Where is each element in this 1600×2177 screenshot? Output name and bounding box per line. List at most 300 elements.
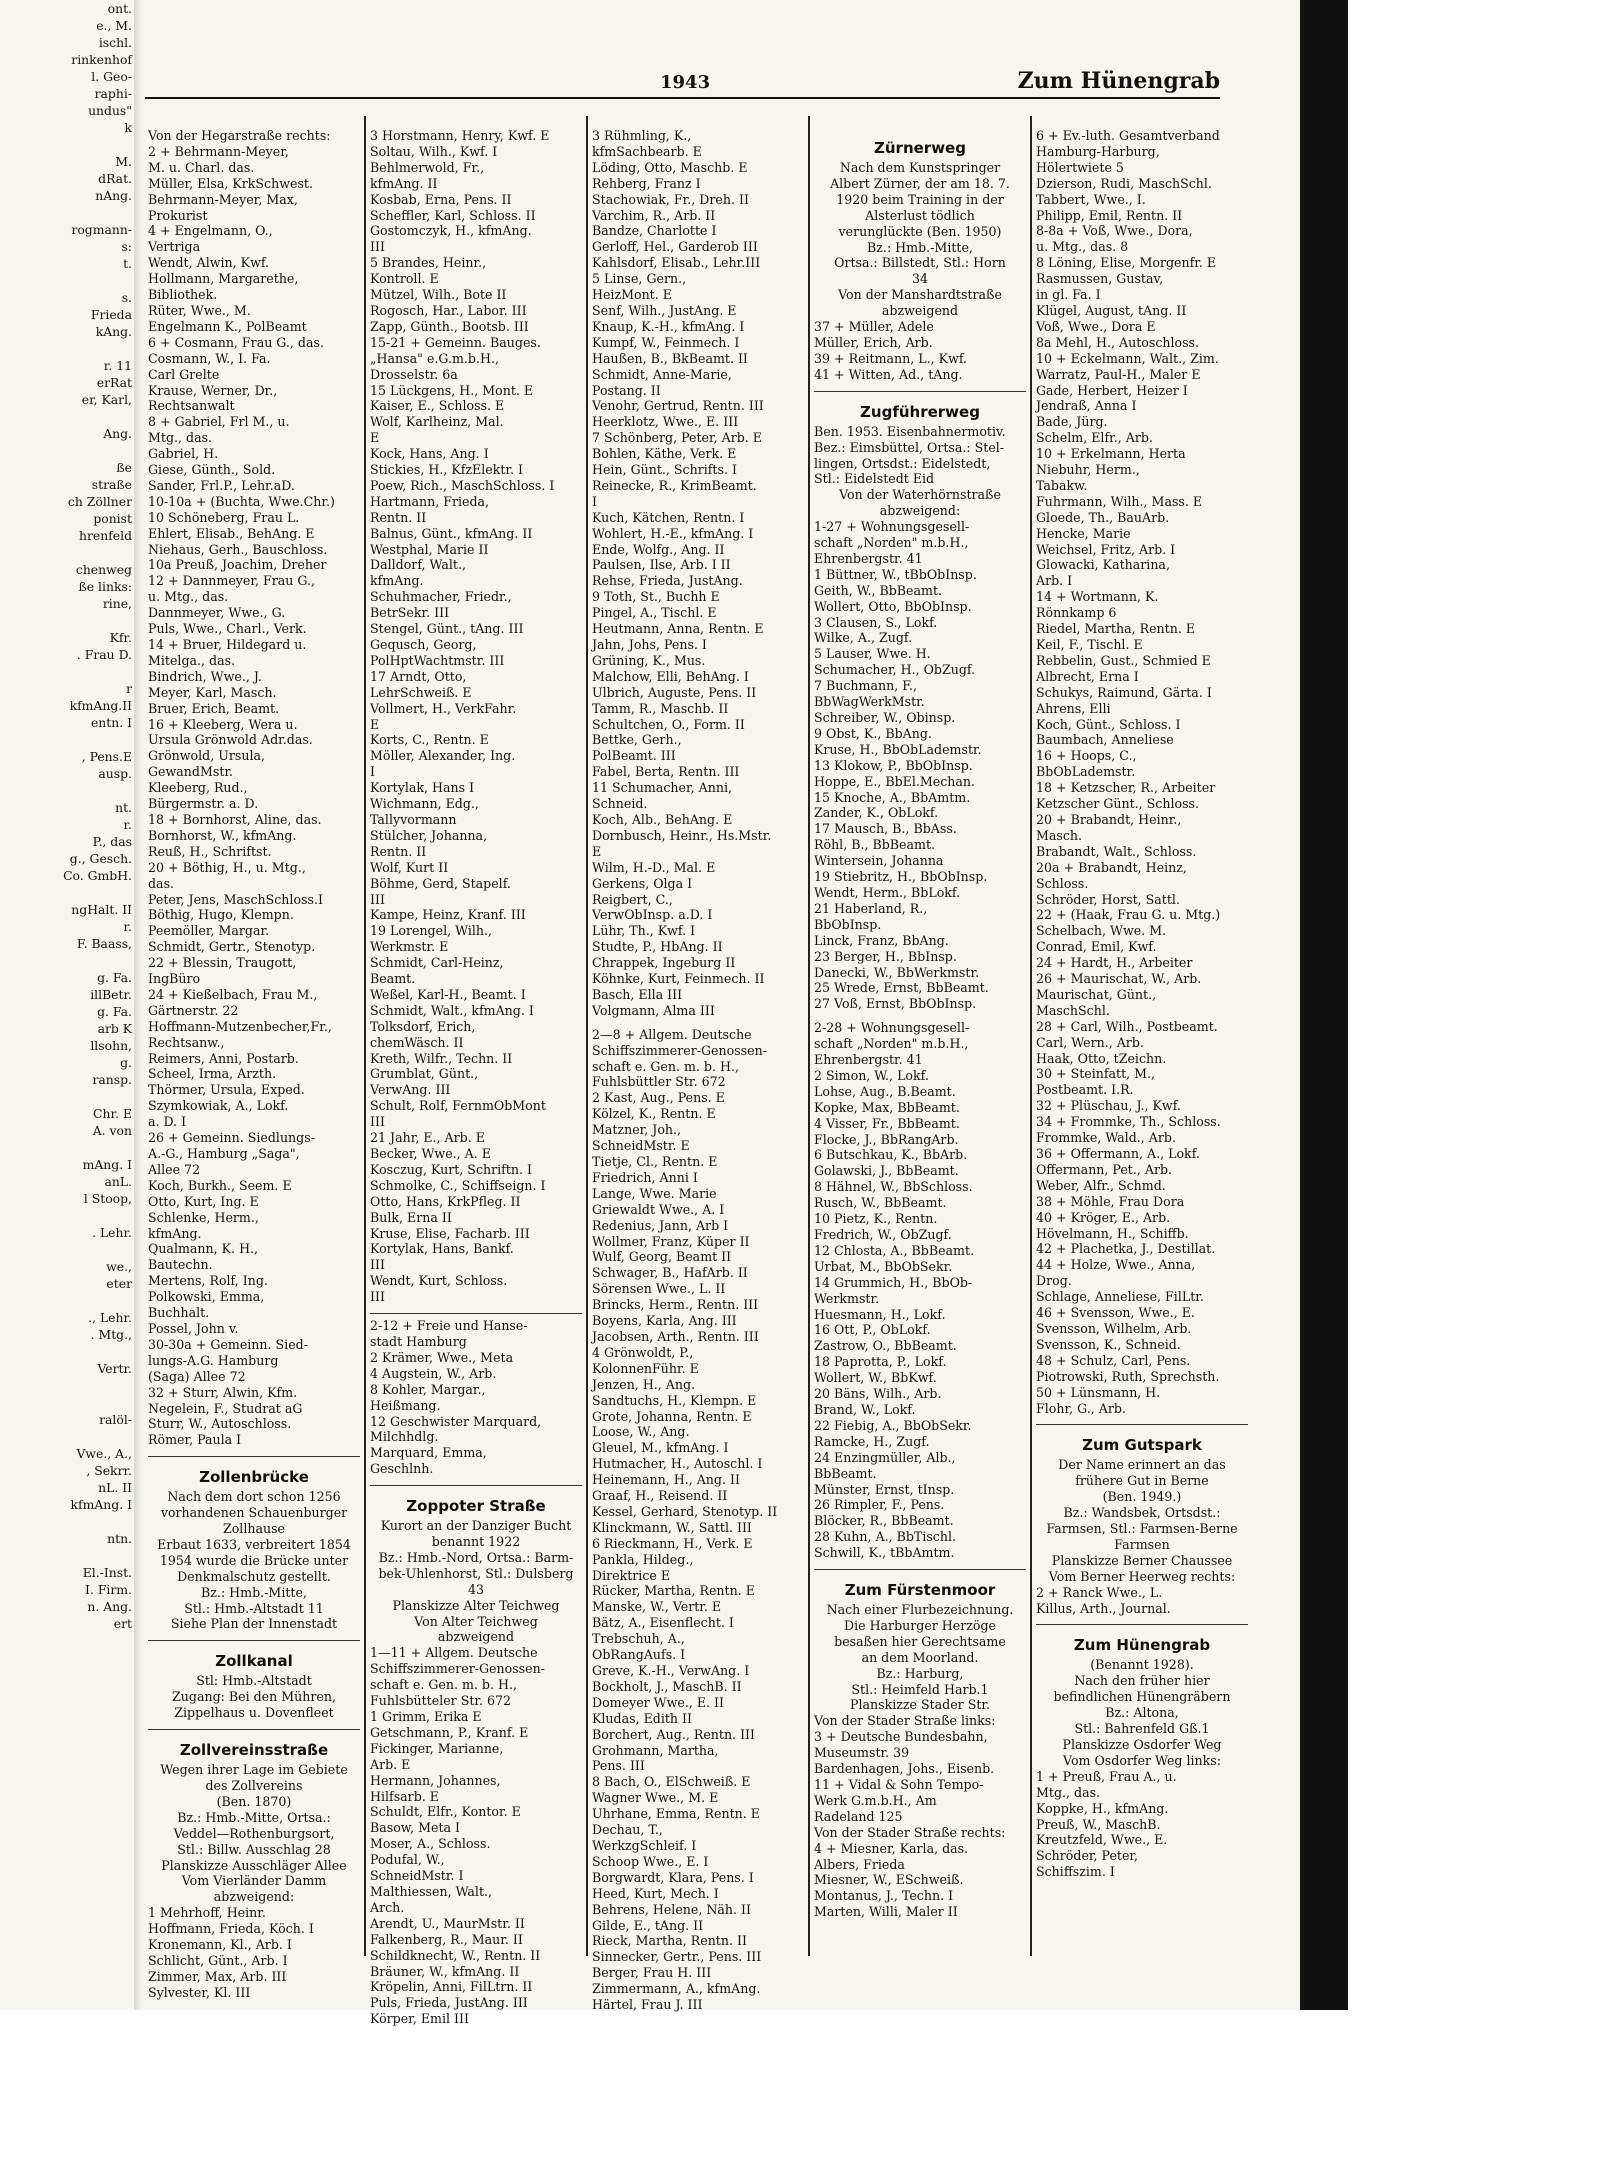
street-note: Nach einer Flurbezeichnung.	[826, 1602, 1014, 1618]
directory-entry: Lohse, Aug., B.Beamt.	[814, 1083, 956, 1099]
directory-entry: Schult, Rolf, FernmObMont	[370, 1098, 546, 1114]
directory-entry: Dalldorf, Walt.,	[370, 557, 466, 573]
section-rule	[370, 1305, 582, 1314]
left-edge-fragment: entn. I	[90, 715, 132, 730]
directory-entry: LehrSchweiß. E	[370, 684, 472, 700]
directory-entry: Drosselstr. 6a	[370, 366, 458, 382]
page-gutter	[134, 0, 142, 2010]
left-edge-fragment: g.	[120, 1055, 132, 1070]
directory-entry: 11 + Vidal & Sohn Tempo-	[814, 1777, 984, 1792]
directory-entry: Schlage, Anneliese, FilLtr.	[1036, 1289, 1204, 1305]
directory-entry: Zander, K., ObLokf.	[814, 805, 939, 821]
directory-entry: 2 + Behrmann-Meyer,	[148, 143, 289, 159]
street-note: Stl.: Billw. Ausschlag 28	[177, 1841, 331, 1857]
directory-entry: Korts, C., Rentn. E	[370, 732, 489, 748]
directory-entry: 16 + Kleeberg, Wera u.	[148, 716, 298, 732]
directory-entry: VerwAng. III	[370, 1082, 451, 1098]
directory-entry: Haußen, B., BkBeamt. II	[592, 350, 748, 366]
left-edge-fragment: M.	[115, 154, 132, 169]
street-note: benannt 1922	[431, 1534, 521, 1550]
directory-entry: chemWäsch. II	[370, 1034, 464, 1050]
left-edge-fragment: El.-Inst.	[82, 1565, 132, 1580]
directory-entry: Flocke, J., BbRangArb.	[814, 1131, 959, 1147]
directory-entry: 4 Augstein, W., Arb.	[370, 1365, 497, 1381]
directory-entry: WerkzgSchleif. I	[592, 1837, 697, 1853]
directory-entry: Zastrow, O., BbBeamt.	[814, 1338, 957, 1354]
directory-entry: 8 + Gabriel, Frl M., u.	[148, 414, 290, 430]
directory-entry: Tabakw.	[1036, 477, 1088, 493]
directory-entry: u. Mtg., das. 8	[1036, 239, 1129, 255]
directory-entry: Schmidt, Carl-Heinz,	[370, 955, 504, 971]
left-edge-fragment: r	[126, 681, 132, 696]
left-edge-fragment	[0, 1377, 132, 1394]
directory-entry: 6 Butschkau, K., BbArb.	[814, 1147, 968, 1163]
street-note: (Ben. 1949.)	[1102, 1489, 1182, 1505]
directory-entry: Grönwold, Ursula,	[148, 748, 265, 764]
directory-entry: Klinckmann, W., Sattl. III	[592, 1519, 752, 1535]
left-edge-fragment: t.	[123, 256, 132, 271]
directory-entry: Schuldt, Elfr., Kontor. E	[370, 1804, 521, 1820]
left-edge-fragment: hrenfeld	[78, 528, 132, 543]
directory-entry: Fuhlsbüttler Str. 672	[592, 1074, 726, 1090]
directory-entry: 24 Enzingmüller, Alb.,	[814, 1449, 956, 1465]
directory-entry: Heerklotz, Wwe., E. III	[592, 414, 739, 430]
directory-entry: M. u. Charl. das.	[148, 159, 255, 175]
directory-entry: Hein, Günt., Schrifts. I	[592, 462, 737, 478]
left-edge-fragment: straße	[91, 477, 132, 492]
directory-entry: Ulbrich, Auguste, Pens. II	[592, 684, 757, 700]
street-note: frühere Gut in Berne	[1075, 1473, 1209, 1489]
left-edge-fragment: ralöl-	[99, 1412, 132, 1427]
left-edge-fragment: n. Ang.	[87, 1599, 132, 1614]
directory-entry: 10 + Eckelmann, Walt., Zim.	[1036, 350, 1219, 366]
directory-entry: 2-12 + Freie und Hanse-	[370, 1318, 528, 1334]
directory-entry: Löding, Otto, Maschb. E	[592, 159, 748, 175]
left-edge-fragment	[0, 1088, 132, 1105]
section-rule	[148, 1632, 360, 1641]
directory-entry: Ehrenbergstr. 41	[814, 550, 923, 566]
page-number: 1943	[660, 72, 711, 93]
directory-entry: Balnus, Günt., kfmAng. II	[370, 525, 533, 541]
directory-entry: 27 Voß, Ernst, BbObInsp.	[814, 996, 977, 1012]
directory-entry: Schoop Wwe., E. I	[592, 1853, 709, 1869]
directory-entry: Schiffszimmerer-Genossen-	[592, 1042, 767, 1058]
directory-entry: Jacobsen, Arth., Rentn. III	[592, 1328, 759, 1344]
directory-entry: Radeland 125	[814, 1808, 903, 1824]
directory-entry: Wagner Wwe., M. E	[592, 1790, 719, 1806]
directory-entry: Zimmer, Max, Arb. III	[148, 1968, 287, 1984]
directory-entry: Rieck, Martha, Rentn. II	[592, 1933, 747, 1949]
left-edge-fragment: ch Zöllner	[67, 494, 132, 509]
directory-entry: Koch, Burkh., Seem. E	[148, 1177, 292, 1193]
directory-entry: Riedel, Martha, Rentn. E	[1036, 621, 1196, 637]
directory-entry: Hartmann, Frieda,	[370, 493, 490, 509]
section-rule	[1036, 1416, 1248, 1425]
street-note: Nach den früher hier	[1074, 1673, 1210, 1689]
directory-entry: Hamburg-Harburg,	[1036, 143, 1160, 159]
directory-entry: Senf, Wilh., JustAng. E	[592, 302, 737, 318]
directory-entry: Urbat, M., BbObSekr.	[814, 1258, 953, 1274]
directory-entry: Bindrich, Wwe., J.	[148, 668, 262, 684]
left-edge-fragment: nAng.	[95, 188, 132, 203]
directory-entry: 17 Mausch, B., BbAss.	[814, 821, 957, 837]
left-edge-fragment: , Sekrr.	[86, 1463, 132, 1478]
directory-entry: 10 + Erkelmann, Herta	[1036, 446, 1186, 462]
directory-entry: Mützel, Wilh., Bote II	[370, 287, 507, 303]
directory-entry: Schelm, Elfr., Arb.	[1036, 430, 1153, 446]
directory-entry: Bornhorst, W., kfmAng.	[148, 827, 297, 843]
street-heading: Zum Gutspark	[1082, 1436, 1202, 1455]
directory-entry: Wendt, Herm., BbLokf.	[814, 884, 961, 900]
directory-entry: Von der Stader Straße links:	[814, 1713, 996, 1729]
left-edge-fragment: g. Fa.	[97, 970, 132, 985]
left-edge-fragment: rogmann-	[71, 222, 132, 237]
directory-entry: Prokurist	[148, 207, 208, 223]
directory-entry: E	[592, 843, 602, 859]
directory-entry: 1 Grimm, Erika E	[370, 1709, 482, 1724]
directory-entry: Wohlert, H.-E., kfmAng. I	[592, 525, 754, 541]
left-edge-fragment: ransp.	[92, 1072, 132, 1087]
directory-entry: Wendt, Kurt, Schloss.	[370, 1273, 508, 1289]
directory-entry: Müller, Erich, Arb.	[814, 334, 933, 350]
left-edge-fragment: . Mtg.,	[90, 1327, 132, 1342]
directory-entry: Kortylak, Hans I	[370, 780, 475, 796]
directory-entry: Ramcke, H., Zugf.	[814, 1433, 930, 1449]
directory-entry: schaft „Norden" m.b.H.,	[814, 1036, 969, 1052]
directory-column-1	[148, 128, 360, 2000]
left-edge-fragment: ponist	[93, 511, 132, 526]
directory-entry: Paulsen, Ilse, Arb. I II	[592, 557, 731, 573]
directory-entry: 28 Kuhn, A., BbTischl.	[814, 1529, 957, 1545]
street-note: Albert Zürner, der am 18. 7.	[830, 175, 1010, 191]
directory-entry: 4 + Miesner, Karla, das.	[814, 1840, 969, 1856]
directory-entry: 11 Schumacher, Anni,	[592, 780, 732, 796]
street-note: Bz.: Wandsbek, Ortsdst.:	[1063, 1505, 1221, 1521]
left-edge-fragment: g., Gesch.	[69, 851, 132, 866]
directory-entry: Arendt, U., MaurMstr. II	[370, 1915, 525, 1931]
directory-entry: Gabriel, H.	[148, 446, 219, 462]
directory-entry: Böhme, Gerd, Stapelf.	[370, 875, 511, 891]
directory-entry: Schmidt, Gertr., Stenotyp.	[148, 939, 316, 955]
directory-entry: Hoffmann, Frieda, Köch. I	[148, 1921, 314, 1937]
directory-entry: Röhl, B., BbBeamt.	[814, 837, 936, 853]
street-note: verunglückte (Ben. 1950)	[838, 223, 1002, 239]
left-edge-fragment: I. Firm.	[85, 1582, 132, 1597]
directory-entry: Beamt.	[370, 971, 416, 987]
column-rule	[1030, 116, 1032, 1956]
directory-entry: Tietje, Cl., Rentn. E	[592, 1154, 718, 1169]
directory-entry: 46 + Svensson, Wwe., E.	[1036, 1305, 1195, 1321]
directory-entry: Brabandt, Walt., Schloss.	[1036, 843, 1197, 859]
directory-entry: Werk G.m.b.H., Am	[814, 1792, 937, 1808]
directory-entry: Drog.	[1036, 1273, 1072, 1289]
directory-entry: Albers, Frieda	[814, 1856, 905, 1872]
directory-entry: Heed, Kurt, Mech. I	[592, 1885, 719, 1901]
directory-entry: Niehaus, Gerh., Bauschloss.	[148, 541, 328, 557]
directory-entry: Malthiessen, Walt.,	[370, 1883, 493, 1899]
directory-entry: kfmAng.	[148, 1225, 202, 1241]
directory-entry: Sinnecker, Gertr., Pens. III	[592, 1949, 762, 1965]
directory-entry: Kröpelin, Anni, FilLtrn. II	[370, 1979, 533, 1995]
directory-entry: III	[370, 1257, 385, 1273]
directory-entry: Zimmermann, A., kfmAng.	[592, 1981, 761, 1997]
directory-entry: Wendt, Alwin, Kwf.	[148, 255, 270, 271]
directory-entry: Greve, K.-H., VerwAng. I	[592, 1663, 750, 1678]
street-note: Planskizze Ausschläger Allee	[161, 1857, 347, 1873]
street-note: Der Name erinnert an das	[1058, 1457, 1226, 1473]
directory-entry: Pingel, A., Tischl. E	[592, 605, 717, 621]
directory-entry: 44 + Holze, Wwe., Anna,	[1036, 1257, 1196, 1273]
street-note: (Ben. 1870)	[216, 1793, 292, 1809]
directory-entry: Masch.	[1036, 827, 1083, 843]
street-note: Stl.: Heimfeld Harb.1	[851, 1681, 989, 1697]
directory-entry: Müller, Elsa, KrkSchwest.	[148, 175, 313, 191]
directory-entry: Offermann, Pet., Arb.	[1036, 1161, 1173, 1177]
street-note: Stl.: Hmb.-Altstadt 11	[184, 1600, 324, 1616]
directory-entry: 8-8a + Voß, Wwe., Dora,	[1036, 223, 1193, 239]
street-note: Bz.: Hmb.-Mitte,	[201, 1584, 307, 1600]
directory-entry: Gleuel, M., kfmAng. I	[592, 1440, 729, 1456]
directory-entry: 42 + Plachetka, J., Destillat.	[1036, 1241, 1216, 1257]
street-note: Alsterlust tödlich	[865, 207, 975, 223]
directory-entry: Sörensen Wwe., L. II	[592, 1281, 726, 1297]
directory-entry: Blöcker, R., BbBeamt.	[814, 1513, 954, 1529]
directory-entry: Hövelmann, H., Schiffb.	[1036, 1225, 1189, 1241]
street-note: (Benannt 1928).	[1090, 1657, 1194, 1673]
directory-entry: Vertriga	[148, 239, 201, 255]
left-edge-fragment: ausp.	[98, 766, 132, 781]
directory-entry: Basow, Meta I	[370, 1820, 460, 1836]
directory-entry: Schwill, K., tBbAmtm.	[814, 1545, 955, 1561]
directory-entry: Grote, Johanna, Rentn. E	[592, 1408, 752, 1424]
directory-entry: Hölertwiete 5	[1036, 159, 1124, 175]
directory-entry: Kessel, Gerhard, Stenotyp. II	[592, 1503, 778, 1519]
directory-entry: Schröder, Horst, Sattl.	[1036, 891, 1180, 907]
left-edge-fragment: l Stoop,	[83, 1191, 132, 1206]
left-edge-fragment	[0, 408, 132, 425]
directory-entry: Schneid.	[592, 796, 648, 812]
directory-entry: III	[370, 1289, 385, 1305]
directory-entry: Fabel, Berta, Rentn. III	[592, 764, 740, 780]
street-note: besaßen hier Gerechtsame	[834, 1633, 1006, 1649]
directory-entry: Schildknecht, W., Rentn. II	[370, 1947, 541, 1963]
directory-entry: 19 Stiebritz, H., BbObInsp.	[814, 869, 988, 885]
directory-entry: Koscz​ug, Kurt, Schriftn. I	[370, 1161, 532, 1177]
street-note: Siehe Plan der Innenstadt	[170, 1616, 338, 1632]
directory-entry: Schmidt, Anne-Marie,	[592, 366, 732, 382]
directory-entry: Tamm, R., Maschb. II	[592, 700, 729, 716]
directory-entry: 1 + Preuß, Frau A., u.	[1036, 1768, 1177, 1784]
left-edge-fragment: . Frau D.	[76, 647, 132, 662]
directory-entry: Becker, Wwe., A. E	[370, 1146, 491, 1161]
street-note: des Zollvereins	[205, 1778, 303, 1793]
directory-entry: Werkmstr.	[814, 1290, 880, 1306]
scan-dark-edge	[1300, 0, 1348, 2010]
directory-entry: Ahrens, Elli	[1036, 700, 1111, 716]
directory-entry: Borgwardt, Klara, Pens. I	[592, 1869, 754, 1885]
left-edge-fragment: ont.	[107, 1, 132, 16]
directory-entry: kfmAng. II	[370, 175, 438, 191]
street-note: Nach dem Kunstspringer	[839, 160, 1001, 175]
directory-entry: Keil, F., Tischl. E	[1036, 637, 1143, 652]
directory-entry: Schukys, Raimund, Gärta. I	[1036, 684, 1212, 700]
directory-entry: Härtel, Frau J. III	[592, 1997, 703, 2013]
directory-entry: Rehberg, Franz I	[592, 175, 701, 191]
directory-entry: Stülcher, Johanna,	[370, 827, 488, 843]
left-edge-fragment: Vertr.	[97, 1361, 132, 1376]
left-edge-fragment: ischl.	[98, 35, 132, 50]
directory-entry: 20 Bäns, Wilh., Arb.	[814, 1386, 942, 1402]
directory-entry: Kortylak, Hans, Bankf.	[370, 1241, 514, 1257]
directory-entry: 4 + Engelmann, O.,	[148, 223, 273, 239]
directory-entry: Peter, Jens, MaschSchloss.I	[148, 891, 323, 907]
directory-entry: Baumbach, Anneliese	[1036, 732, 1174, 748]
directory-entry: Hollmann, Margarethe,	[148, 271, 299, 287]
directory-entry: 8 Kohler, Margar.,	[370, 1381, 486, 1397]
directory-entry: Reinecke, R., KrimBeamt.	[592, 477, 757, 493]
directory-entry: Wichmann, Edg.,	[370, 796, 479, 812]
section-rule	[814, 383, 1026, 392]
directory-entry: 18 + Ketzscher, R., Arbeiter	[1036, 780, 1216, 796]
directory-entry: Jendraß, Anna I	[1036, 398, 1137, 414]
directory-entry: Puls, Frieda, JustAng. III	[370, 1995, 528, 2011]
directory-column-3	[592, 128, 804, 2013]
left-edge-fragment: l. Geo-	[91, 69, 132, 84]
directory-entry: 7 Buchmann, F.,	[814, 678, 918, 694]
left-edge-fragment: . Lehr.	[92, 1225, 132, 1240]
directory-entry: Weber, Alfr., Schmd.	[1036, 1177, 1166, 1193]
left-edge-fragment	[0, 612, 132, 629]
directory-entry: Bettke, Gerh.,	[592, 732, 682, 748]
directory-entry: Rehse, Frieda, JustAng.	[592, 573, 743, 589]
directory-entry: Wulf, Georg, Beamt II	[592, 1249, 732, 1265]
directory-entry: Giese, Günth., Sold.	[148, 462, 276, 478]
street-note: Denkmalschutz gestellt.	[177, 1568, 331, 1584]
section-rule	[814, 1561, 1026, 1570]
street-note: Bz.: Hmb.-Mitte,	[867, 239, 973, 255]
directory-entry: a. D. I	[148, 1114, 187, 1130]
street-heading: Zürnerweg	[874, 139, 966, 157]
directory-entry: Rogosch, Har., Labor. III	[370, 302, 527, 318]
directory-entry: Berger, Frau H. III	[592, 1965, 712, 1981]
left-edge-fragment: chenweg	[75, 562, 132, 577]
directory-entry: Rentn. II	[370, 843, 427, 859]
directory-entry: u. Mtg., das.	[148, 589, 229, 605]
directory-entry: Matzner, Joh.,	[592, 1122, 682, 1138]
directory-entry: Moser, A., Schloss.	[370, 1836, 491, 1852]
directory-entry: Westphal, Marie II	[370, 541, 489, 557]
directory-entry: 3 Rühmling, K.,	[592, 128, 692, 143]
street-note: Stl: Hmb.-Altstadt	[196, 1673, 312, 1689]
directory-entry: Kludas, Edith II	[592, 1710, 692, 1726]
directory-entry: Zapp, Günth., Bootsb. III	[370, 318, 529, 334]
directory-entry: Sandtuchs, H., Klempn. E	[592, 1392, 757, 1408]
directory-entry: Gequsch, Georg,	[370, 637, 477, 652]
directory-entry: Carl, Wern., Arb.	[1036, 1034, 1144, 1050]
left-edge-fragment	[0, 340, 132, 357]
left-edge-fragment: ngHalt. II	[71, 902, 132, 917]
directory-entry: 20 + Brabandt, Heinr.,	[1036, 811, 1182, 827]
directory-entry: Kuch, Kätchen, Rentn. I	[592, 509, 745, 525]
directory-entry: 6 + Ev.-luth. Gesamtverband	[1036, 128, 1220, 143]
directory-entry: Gostomczyk, H., kfmAng.	[370, 223, 532, 239]
directory-entry: 1 Büttner, W., tBbObInsp.	[814, 566, 977, 582]
directory-entry: Körper, Emil III	[370, 2011, 469, 2027]
directory-entry: I	[592, 493, 597, 509]
directory-entry: 6 + Cosmann, Frau G., das.	[148, 334, 324, 350]
directory-entry: 34 + Frommke, Th., Schloss.	[1036, 1114, 1221, 1130]
directory-entry: Klügel, August, tAng. II	[1036, 302, 1187, 318]
directory-entry: Mertens, Rolf, Ing.	[148, 1273, 268, 1289]
left-edge-fragment: ße links:	[78, 579, 132, 594]
directory-entry: Stl.: Eidelstedt Eid	[814, 471, 935, 487]
left-edge-fragment: Co. GmbH.	[63, 868, 132, 883]
directory-entry: Böthig, Hugo, Klempn.	[148, 907, 294, 923]
street-note: Zugang: Bei den Mühren,	[172, 1689, 336, 1705]
directory-entry: Wilm, H.-D., Mal. E	[592, 859, 716, 875]
directory-entry: SchneidMstr. I	[370, 1868, 464, 1884]
directory-entry: Wilke, A., Zugf.	[814, 630, 913, 646]
directory-entry: Domeyer Wwe., E. II	[592, 1694, 725, 1710]
directory-entry: Piotrowski, Ruth, Sprechsth.	[1036, 1368, 1220, 1384]
directory-entry: 1-27 + Wohnungsgesell-	[814, 519, 970, 535]
directory-entry: Gade, Herbert, Heizer I	[1036, 382, 1188, 398]
left-edge-fragment: kAng.	[95, 324, 132, 339]
directory-entry: schaft „Norden" m.b.H.,	[814, 535, 969, 551]
directory-entry: Schröder, Peter,	[1036, 1848, 1139, 1864]
street-note: Bz.: Altona,	[1105, 1705, 1179, 1721]
directory-entry: Danecki, W., BbWerkmstr.	[814, 964, 980, 980]
directory-entry: Ben. 1953. Eisenbahnermotiv.	[814, 423, 1006, 439]
directory-entry: Bez.: Eimsbüttel, Ortsa.: Stel-	[814, 439, 1005, 455]
directory-entry: 10 Pietz, K., Rentn.	[814, 1211, 938, 1227]
street-note: Wegen ihrer Lage im Gebiete	[160, 1762, 348, 1778]
street-note: Vom Vierländer Damm	[181, 1873, 327, 1889]
directory-entry: Scheffler, Karl, Schloss. II	[370, 207, 536, 223]
directory-entry: Sturr, W., Autoschloss.	[148, 1416, 292, 1432]
directory-entry: Fuhlsbütteler Str. 672	[370, 1693, 512, 1709]
directory-entry: Hilfsarb. E	[370, 1788, 439, 1804]
directory-entry: BbObLademstr.	[1036, 764, 1136, 780]
directory-entry: Bibliothek.	[148, 287, 218, 303]
running-head: Zum Hünengrab	[1017, 68, 1220, 94]
directory-entry: 9 Toth, St., Buchh E	[592, 589, 720, 605]
directory-entry: 2 Krämer, Wwe., Meta	[370, 1349, 514, 1365]
directory-entry: Kopke, Max, BbBeamt.	[814, 1099, 960, 1115]
directory-entry: Behrmann-Meyer, Max,	[148, 191, 298, 207]
directory-entry: 4 Grönwoldt, P.,	[592, 1344, 694, 1360]
directory-entry: Rönnkamp 6	[1036, 605, 1117, 621]
left-edge-fragment: r.	[123, 919, 132, 934]
directory-entry: Glowacki, Katharina,	[1036, 557, 1170, 573]
directory-entry: kfmSachbearb. E	[592, 143, 702, 159]
directory-entry: 30-30a + Gemeinn. Sied-	[148, 1336, 308, 1352]
directory-entry: 21 Haberland, R.,	[814, 900, 928, 916]
directory-entry: 7 Schönberg, Peter, Arb. E	[592, 430, 762, 446]
directory-entry: Weichsel, Fritz, Arb. I	[1036, 541, 1176, 557]
directory-entry: GewandMstr.	[148, 764, 234, 780]
left-edge-fragment	[0, 663, 132, 680]
directory-entry: Krause, Werner, Dr.,	[148, 382, 278, 398]
directory-entry: Warratz, Paul-H., Maler E	[1036, 366, 1201, 382]
street-note: Stl.: Bahrenfeld Gß.1	[1074, 1721, 1210, 1737]
left-edge-fragment: s.	[121, 290, 132, 305]
directory-entry: Grüning, K., Mus.	[592, 652, 706, 668]
directory-entry: 22 + Blessin, Traugott,	[148, 955, 297, 971]
directory-entry: ObRangAufs. I	[592, 1647, 686, 1663]
directory-entry: 2 Kast, Aug., Pens. E	[592, 1090, 725, 1106]
directory-entry: Fickinger, Marianne,	[370, 1740, 504, 1756]
